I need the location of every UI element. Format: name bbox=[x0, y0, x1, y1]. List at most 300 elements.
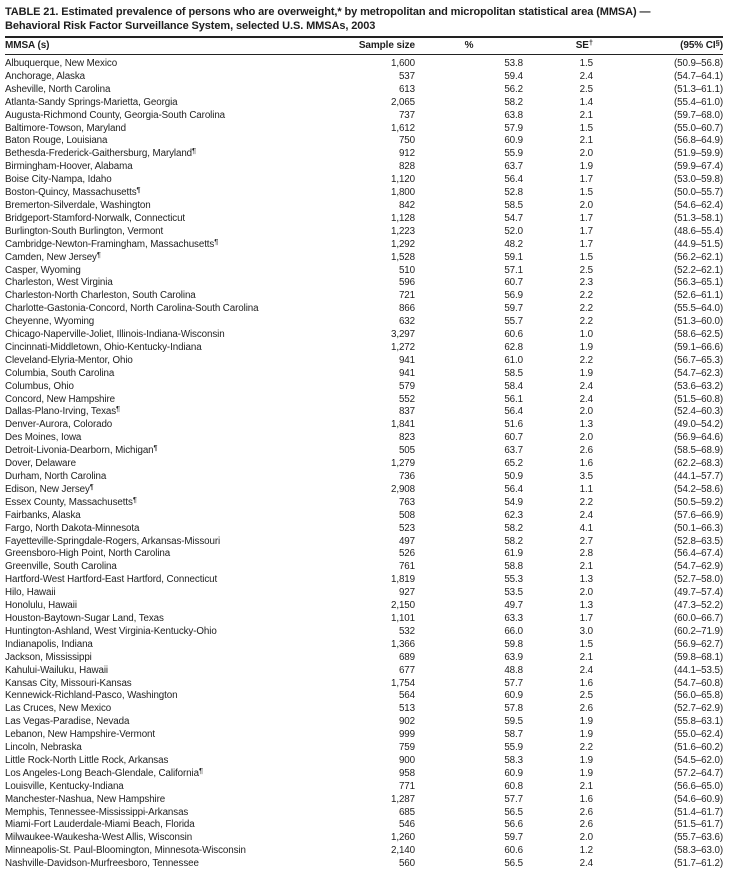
ci-cell: (56.2–62.1) bbox=[673, 251, 723, 263]
mmsa-name-cell: Huntington-Ashland, West Virginia-Kentucky-Ohio bbox=[5, 625, 217, 637]
mmsa-name-cell: Columbus, Ohio bbox=[5, 380, 74, 392]
sample-size-cell: 613 bbox=[398, 83, 415, 95]
table-row bbox=[5, 174, 723, 187]
mmsa-name-cell: Baton Rouge, Louisiana bbox=[5, 135, 108, 147]
percent-cell: 55.3 bbox=[504, 574, 523, 586]
percent-cell: 56.4 bbox=[504, 174, 523, 186]
percent-cell: 52.0 bbox=[504, 225, 523, 237]
se-cell: 2.0 bbox=[579, 406, 593, 418]
ci-cell: (56.6–65.0) bbox=[673, 780, 723, 792]
sample-size-cell: 2,140 bbox=[390, 845, 415, 857]
se-cell: 1.5 bbox=[579, 638, 593, 650]
sample-size-cell: 761 bbox=[398, 561, 415, 573]
se-cell: 2.2 bbox=[579, 496, 593, 508]
se-cell: 1.9 bbox=[579, 767, 593, 779]
se-cell: 1.3 bbox=[579, 600, 593, 612]
percent-cell: 59.7 bbox=[504, 832, 523, 844]
percent-cell: 56.4 bbox=[504, 483, 523, 495]
sample-size-cell: 1,260 bbox=[390, 832, 415, 844]
percent-cell: 56.1 bbox=[504, 393, 523, 405]
column-header-ci: (95% CI§) bbox=[680, 38, 723, 51]
se-cell: 1.7 bbox=[579, 238, 593, 250]
percent-cell: 63.7 bbox=[504, 161, 523, 173]
percent-cell: 58.3 bbox=[504, 754, 523, 766]
se-cell: 2.0 bbox=[579, 587, 593, 599]
sample-size-cell: 579 bbox=[398, 380, 415, 392]
se-cell: 2.5 bbox=[579, 264, 593, 276]
table-row bbox=[5, 561, 723, 574]
se-cell: 1.0 bbox=[579, 329, 593, 341]
mmsa-name-cell: Bethesda-Frederick-Gaithersburg, Maryland¶ bbox=[5, 148, 197, 160]
percent-cell: 62.3 bbox=[504, 509, 523, 521]
table-row bbox=[5, 97, 723, 110]
ci-cell: (44.1–53.5) bbox=[673, 664, 723, 676]
ci-cell: (52.7–58.0) bbox=[673, 574, 723, 586]
percent-cell: 54.7 bbox=[504, 212, 523, 224]
ci-cell: (55.8–63.1) bbox=[673, 716, 723, 728]
ci-cell: (58.3–63.0) bbox=[673, 845, 723, 857]
sample-size-cell: 828 bbox=[398, 161, 415, 173]
percent-cell: 61.9 bbox=[504, 548, 523, 560]
footnote-marker: § bbox=[715, 38, 720, 47]
table-row bbox=[5, 84, 723, 97]
ci-cell: (59.1–66.6) bbox=[673, 341, 723, 353]
percent-cell: 52.8 bbox=[504, 187, 523, 199]
mmsa-name-cell: Kansas City, Missouri-Kansas bbox=[5, 677, 132, 689]
se-cell: 2.2 bbox=[579, 316, 593, 328]
percent-cell: 58.5 bbox=[504, 367, 523, 379]
sample-size-cell: 1,287 bbox=[390, 793, 415, 805]
ci-cell: (56.0–65.8) bbox=[673, 690, 723, 702]
mmsa-name-cell: Kahului-Wailuku, Hawaii bbox=[5, 664, 108, 676]
percent-cell: 60.8 bbox=[504, 780, 523, 792]
se-cell: 2.6 bbox=[579, 819, 593, 831]
sample-size-cell: 1,366 bbox=[390, 638, 415, 650]
se-cell: 2.5 bbox=[579, 690, 593, 702]
percent-cell: 57.7 bbox=[504, 677, 523, 689]
table-row bbox=[5, 213, 723, 226]
ci-cell: (51.9–59.9) bbox=[673, 148, 723, 160]
table-row bbox=[5, 290, 723, 303]
percent-cell: 63.7 bbox=[504, 445, 523, 457]
se-cell: 1.7 bbox=[579, 225, 593, 237]
mmsa-name-cell: Dallas-Plano-Irving, Texas¶ bbox=[5, 406, 121, 418]
mmsa-name-cell: Charleston-North Charleston, South Carolina bbox=[5, 290, 196, 302]
mmsa-name-cell: Durham, North Carolina bbox=[5, 471, 107, 482]
mmsa-name-cell: Lincoln, Nebraska bbox=[5, 742, 82, 754]
mmsa-name-cell: Houston-Baytown-Sugar Land, Texas bbox=[5, 612, 164, 624]
percent-cell: 48.2 bbox=[504, 238, 523, 250]
table-row bbox=[5, 484, 723, 497]
column-header-mmsa: MMSA (s) bbox=[5, 40, 50, 51]
table-header bbox=[5, 37, 723, 55]
percent-cell: 55.7 bbox=[504, 316, 523, 328]
mmsa-name-cell: Dover, Delaware bbox=[5, 458, 76, 470]
table-row bbox=[5, 226, 723, 239]
table-row bbox=[5, 794, 723, 807]
ci-cell: (48.6–55.4) bbox=[673, 225, 723, 237]
percent-cell: 58.7 bbox=[504, 729, 523, 741]
se-cell: 1.6 bbox=[579, 677, 593, 689]
ci-cell: (59.7–68.0) bbox=[673, 109, 723, 121]
sample-size-cell: 596 bbox=[398, 277, 415, 289]
ci-cell: (51.3–58.1) bbox=[673, 212, 723, 224]
sample-size-cell: 2,065 bbox=[390, 96, 415, 108]
footnote-marker: ¶ bbox=[136, 187, 141, 195]
se-cell: 1.9 bbox=[579, 754, 593, 766]
table-row bbox=[5, 432, 723, 445]
sample-size-cell: 564 bbox=[398, 690, 415, 702]
mmsa-name-cell: Little Rock-North Little Rock, Arkansas bbox=[5, 754, 169, 766]
sample-size-cell: 3,297 bbox=[390, 329, 415, 341]
mmsa-name-cell: Milwaukee-Waukesha-West Allis, Wisconsin bbox=[5, 832, 193, 844]
percent-cell: 66.0 bbox=[504, 625, 523, 637]
table-row bbox=[5, 123, 723, 136]
se-cell: 2.3 bbox=[579, 277, 593, 289]
percent-cell: 56.2 bbox=[504, 83, 523, 95]
ci-cell: (52.4–60.3) bbox=[673, 406, 723, 418]
table-title-line1: TABLE 21. Estimated prevalence of persons who are overweight,* by metropolitan and micropolitan statistical area (MMSA) — bbox=[5, 6, 651, 18]
percent-cell: 63.8 bbox=[504, 109, 523, 121]
percent-cell: 65.2 bbox=[504, 458, 523, 470]
mmsa-name-cell: Charleston, West Virginia bbox=[5, 277, 113, 289]
mmsa-name-cell: Denver-Aurora, Colorado bbox=[5, 419, 113, 431]
table-row bbox=[5, 639, 723, 652]
ci-cell: (54.6–62.4) bbox=[673, 199, 723, 211]
mmsa-name-cell: Louisville, Kentucky-Indiana bbox=[5, 780, 124, 792]
ci-cell: (50.1–66.3) bbox=[673, 522, 723, 534]
se-cell: 2.8 bbox=[579, 548, 593, 560]
ci-cell: (51.4–61.7) bbox=[673, 806, 723, 818]
percent-cell: 57.7 bbox=[504, 793, 523, 805]
ci-cell: (51.7–61.2) bbox=[673, 858, 723, 869]
table-row bbox=[5, 252, 723, 265]
sample-size-cell: 532 bbox=[398, 625, 415, 637]
percent-cell: 56.5 bbox=[504, 858, 523, 869]
sample-size-cell: 1,819 bbox=[390, 574, 415, 586]
ci-cell: (50.9–56.8) bbox=[673, 58, 723, 69]
table-row bbox=[5, 277, 723, 290]
table-row bbox=[5, 381, 723, 394]
ci-cell: (50.0–55.7) bbox=[673, 187, 723, 199]
ci-cell: (51.5–60.8) bbox=[673, 393, 723, 405]
sample-size-cell: 763 bbox=[398, 496, 415, 508]
mmsa-name-cell: Las Cruces, New Mexico bbox=[5, 703, 112, 715]
mmsa-name-cell: Fairbanks, Alaska bbox=[5, 509, 81, 521]
sample-size-cell: 737 bbox=[398, 109, 415, 121]
se-cell: 2.2 bbox=[579, 354, 593, 366]
ci-cell: (51.5–61.7) bbox=[673, 819, 723, 831]
mmsa-name-cell: Anchorage, Alaska bbox=[5, 70, 85, 82]
se-cell: 1.6 bbox=[579, 793, 593, 805]
sample-size-cell: 1,600 bbox=[390, 58, 415, 69]
table-row bbox=[5, 329, 723, 342]
sample-size-cell: 510 bbox=[398, 264, 415, 276]
sample-size-cell: 1,120 bbox=[390, 174, 415, 186]
se-cell: 1.9 bbox=[579, 716, 593, 728]
sample-size-cell: 736 bbox=[398, 471, 415, 482]
sample-size-cell: 2,150 bbox=[390, 600, 415, 612]
table-row bbox=[5, 510, 723, 523]
ci-cell: (55.0–62.4) bbox=[673, 729, 723, 741]
table-row bbox=[5, 548, 723, 561]
table-row bbox=[5, 652, 723, 665]
se-cell: 2.1 bbox=[579, 561, 593, 573]
percent-cell: 56.9 bbox=[504, 290, 523, 302]
percent-cell: 58.2 bbox=[504, 96, 523, 108]
ci-cell: (54.7–60.8) bbox=[673, 677, 723, 689]
se-cell: 2.0 bbox=[579, 432, 593, 444]
sample-size-cell: 900 bbox=[398, 754, 415, 766]
se-cell: 1.4 bbox=[579, 96, 593, 108]
ci-cell: (54.7–64.1) bbox=[673, 70, 723, 82]
mmsa-name-cell: Kennewick-Richland-Pasco, Washington bbox=[5, 690, 178, 702]
footnote-marker: ¶ bbox=[153, 445, 158, 453]
sample-size-cell: 1,223 bbox=[390, 225, 415, 237]
mmsa-name-cell: Augusta-Richmond County, Georgia-South Carolina bbox=[5, 109, 226, 121]
mmsa-name-cell: Detroit-Livonia-Dearborn, Michigan¶ bbox=[5, 445, 158, 457]
ci-cell: (54.5–62.0) bbox=[673, 754, 723, 766]
mmsa-name-cell: Columbia, South Carolina bbox=[5, 367, 115, 379]
mmsa-name-cell: Lebanon, New Hampshire-Vermont bbox=[5, 729, 156, 741]
footnote-marker: ¶ bbox=[198, 767, 203, 775]
sample-size-cell: 1,841 bbox=[390, 419, 415, 431]
ci-cell: (52.8–63.5) bbox=[673, 535, 723, 547]
sample-size-cell: 513 bbox=[398, 703, 415, 715]
percent-cell: 58.5 bbox=[504, 199, 523, 211]
se-cell: 2.4 bbox=[579, 858, 593, 869]
se-cell: 1.9 bbox=[579, 161, 593, 173]
table-row bbox=[5, 716, 723, 729]
se-cell: 1.5 bbox=[579, 122, 593, 134]
se-cell: 1.7 bbox=[579, 212, 593, 224]
sample-size-cell: 837 bbox=[398, 406, 415, 418]
table-row bbox=[5, 419, 723, 432]
table-row bbox=[5, 690, 723, 703]
table-row bbox=[5, 458, 723, 471]
percent-cell: 59.7 bbox=[504, 303, 523, 315]
table-row bbox=[5, 239, 723, 252]
sample-size-cell: 2,908 bbox=[390, 483, 415, 495]
mmsa-name-cell: Boston-Quincy, Massachusetts¶ bbox=[5, 187, 141, 199]
sample-size-cell: 1,128 bbox=[390, 212, 415, 224]
table-row bbox=[5, 523, 723, 536]
se-cell: 1.7 bbox=[579, 174, 593, 186]
percent-cell: 48.8 bbox=[504, 664, 523, 676]
table-row bbox=[5, 148, 723, 161]
se-cell: 1.6 bbox=[579, 458, 593, 470]
table-header-row bbox=[5, 37, 723, 55]
mmsa-name-cell: Los Angeles-Long Beach-Glendale, California¶ bbox=[5, 767, 203, 779]
mmsa-name-cell: Cincinnati-Middletown, Ohio-Kentucky-Indiana bbox=[5, 341, 202, 353]
sample-size-cell: 912 bbox=[398, 148, 415, 160]
mmsa-name-cell: Chicago-Naperville-Joliet, Illinois-Indiana-Wisconsin bbox=[5, 329, 225, 341]
sample-size-cell: 902 bbox=[398, 716, 415, 728]
mmsa-name-cell: Fargo, North Dakota-Minnesota bbox=[5, 522, 140, 534]
percent-cell: 58.2 bbox=[504, 522, 523, 534]
table-row bbox=[5, 187, 723, 200]
se-cell: 1.9 bbox=[579, 729, 593, 741]
percent-cell: 57.9 bbox=[504, 122, 523, 134]
percent-cell: 53.5 bbox=[504, 587, 523, 599]
se-cell: 2.0 bbox=[579, 832, 593, 844]
footnote-marker: † bbox=[588, 38, 593, 47]
table-row bbox=[5, 665, 723, 678]
se-cell: 2.4 bbox=[579, 70, 593, 82]
percent-cell: 62.8 bbox=[504, 341, 523, 353]
percent-cell: 55.9 bbox=[504, 148, 523, 160]
mmsa-name-cell: Las Vegas-Paradise, Nevada bbox=[5, 716, 130, 728]
footnote-marker: ¶ bbox=[89, 483, 94, 491]
table-row bbox=[5, 703, 723, 716]
sample-size-cell: 505 bbox=[398, 445, 415, 457]
se-cell: 1.9 bbox=[579, 341, 593, 353]
se-cell: 1.9 bbox=[579, 367, 593, 379]
mmsa-name-cell: Fayetteville-Springdale-Rogers, Arkansas-Missouri bbox=[5, 535, 221, 547]
sample-size-cell: 1,754 bbox=[390, 677, 415, 689]
percent-cell: 51.6 bbox=[504, 419, 523, 431]
ci-cell: (44.9–51.5) bbox=[673, 238, 723, 250]
sample-size-cell: 941 bbox=[398, 367, 415, 379]
ci-cell: (55.0–60.7) bbox=[673, 122, 723, 134]
table-row bbox=[5, 200, 723, 213]
ci-cell: (56.8–64.9) bbox=[673, 135, 723, 147]
ci-cell: (62.2–68.3) bbox=[673, 458, 723, 470]
se-cell: 3.5 bbox=[579, 471, 593, 482]
ci-cell: (57.2–64.7) bbox=[673, 767, 723, 779]
se-cell: 2.4 bbox=[579, 380, 593, 392]
table-row bbox=[5, 110, 723, 123]
se-cell: 1.2 bbox=[579, 845, 593, 857]
mmsa-name-cell: Manchester-Nashua, New Hampshire bbox=[5, 793, 166, 805]
mmsa-name-cell: Birmingham-Hoover, Alabama bbox=[5, 161, 133, 173]
table-row bbox=[5, 845, 723, 858]
ci-cell: (52.7–62.9) bbox=[673, 703, 723, 715]
ci-cell: (56.7–65.3) bbox=[673, 354, 723, 366]
ci-cell: (56.3–65.1) bbox=[673, 277, 723, 289]
ci-cell: (54.7–62.9) bbox=[673, 561, 723, 573]
mmsa-name-cell: Greensboro-High Point, North Carolina bbox=[5, 548, 171, 560]
sample-size-cell: 823 bbox=[398, 432, 415, 444]
ci-cell: (59.8–68.1) bbox=[673, 651, 723, 663]
percent-cell: 59.4 bbox=[504, 70, 523, 82]
mmsa-name-cell: Hilo, Hawaii bbox=[5, 587, 56, 599]
percent-cell: 56.4 bbox=[504, 406, 523, 418]
sample-size-cell: 560 bbox=[398, 858, 415, 869]
table-row bbox=[5, 355, 723, 368]
ci-cell: (58.6–62.5) bbox=[673, 329, 723, 341]
percent-cell: 56.6 bbox=[504, 819, 523, 831]
sample-size-cell: 526 bbox=[398, 548, 415, 560]
se-cell: 2.5 bbox=[579, 83, 593, 95]
ci-cell: (51.3–60.0) bbox=[673, 316, 723, 328]
footnote-marker: ¶ bbox=[116, 406, 121, 414]
se-cell: 1.5 bbox=[579, 187, 593, 199]
percent-cell: 63.9 bbox=[504, 651, 523, 663]
mmsa-name-cell: Boise City-Nampa, Idaho bbox=[5, 174, 112, 186]
percent-cell: 58.8 bbox=[504, 561, 523, 573]
ci-cell: (47.3–52.2) bbox=[673, 600, 723, 612]
table-row bbox=[5, 587, 723, 600]
mmsa-name-cell: Hartford-West Hartford-East Hartford, Connecticut bbox=[5, 574, 218, 586]
sample-size-cell: 958 bbox=[398, 767, 415, 779]
sample-size-cell: 750 bbox=[398, 135, 415, 147]
table-row bbox=[5, 858, 723, 869]
table-row bbox=[5, 807, 723, 820]
table-row bbox=[5, 781, 723, 794]
table-row bbox=[5, 613, 723, 626]
table-body bbox=[5, 55, 723, 869]
table-row bbox=[5, 316, 723, 329]
mmsa-name-cell: Nashville-Davidson-Murfreesboro, Tennessee bbox=[5, 858, 199, 869]
se-cell: 2.0 bbox=[579, 148, 593, 160]
mmsa-name-cell: Atlanta-Sandy Springs-Marietta, Georgia bbox=[5, 96, 178, 108]
sample-size-cell: 866 bbox=[398, 303, 415, 315]
percent-cell: 54.9 bbox=[504, 496, 523, 508]
mmsa-name-cell: Edison, New Jersey¶ bbox=[5, 483, 94, 495]
mmsa-name-cell: Concord, New Hampshire bbox=[5, 393, 115, 405]
table-row bbox=[5, 497, 723, 510]
sample-size-cell: 1,612 bbox=[390, 122, 415, 134]
sample-size-cell: 552 bbox=[398, 393, 415, 405]
ci-cell: (51.3–61.1) bbox=[673, 83, 723, 95]
mmsa-name-cell: Miami-Fort Lauderdale-Miami Beach, Florida bbox=[5, 819, 195, 831]
mmsa-name-cell: Asheville, North Carolina bbox=[5, 83, 111, 95]
table-row bbox=[5, 755, 723, 768]
se-cell: 1.7 bbox=[579, 612, 593, 624]
table-row bbox=[5, 626, 723, 639]
ci-cell: (49.7–57.4) bbox=[673, 587, 723, 599]
mmsa-name-cell: Casper, Wyoming bbox=[5, 264, 81, 276]
mmsa-name-cell: Greenville, South Carolina bbox=[5, 561, 117, 573]
sample-size-cell: 842 bbox=[398, 199, 415, 211]
mmsa-name-cell: Des Moines, Iowa bbox=[5, 432, 82, 444]
mmsa-name-cell: Charlotte-Gastonia-Concord, North Carolina-South Carolina bbox=[5, 303, 259, 315]
ci-cell: (53.6–63.2) bbox=[673, 380, 723, 392]
sample-size-cell: 685 bbox=[398, 806, 415, 818]
percent-cell: 57.8 bbox=[504, 703, 523, 715]
se-cell: 1.5 bbox=[579, 58, 593, 69]
se-cell: 1.3 bbox=[579, 419, 593, 431]
sample-size-cell: 759 bbox=[398, 742, 415, 754]
sample-size-cell: 677 bbox=[398, 664, 415, 676]
table-row bbox=[5, 368, 723, 381]
ci-cell: (50.5–59.2) bbox=[673, 496, 723, 508]
sample-size-cell: 497 bbox=[398, 535, 415, 547]
percent-cell: 55.9 bbox=[504, 742, 523, 754]
table-row bbox=[5, 742, 723, 755]
ci-cell: (60.2–71.9) bbox=[673, 625, 723, 637]
sample-size-cell: 1,279 bbox=[390, 458, 415, 470]
table-row bbox=[5, 265, 723, 278]
se-cell: 1.5 bbox=[579, 251, 593, 263]
mmsa-name-cell: Minneapolis-St. Paul-Bloomington, Minnesota-Wisconsin bbox=[5, 845, 246, 857]
sample-size-cell: 508 bbox=[398, 509, 415, 521]
se-cell: 2.2 bbox=[579, 290, 593, 302]
table-row bbox=[5, 768, 723, 781]
mmsa-name-cell: Indianapolis, Indiana bbox=[5, 638, 93, 650]
mmsa-name-cell: Bremerton-Silverdale, Washington bbox=[5, 199, 151, 211]
percent-cell: 49.7 bbox=[504, 600, 523, 612]
se-cell: 2.1 bbox=[579, 651, 593, 663]
sample-size-cell: 1,800 bbox=[390, 187, 415, 199]
ci-cell: (56.9–62.7) bbox=[673, 638, 723, 650]
table-row bbox=[5, 678, 723, 691]
ci-cell: (55.7–63.6) bbox=[673, 832, 723, 844]
ci-cell: (58.5–68.9) bbox=[673, 445, 723, 457]
mmsa-name-cell: Essex County, Massachusetts¶ bbox=[5, 496, 137, 508]
sample-size-cell: 721 bbox=[398, 290, 415, 302]
